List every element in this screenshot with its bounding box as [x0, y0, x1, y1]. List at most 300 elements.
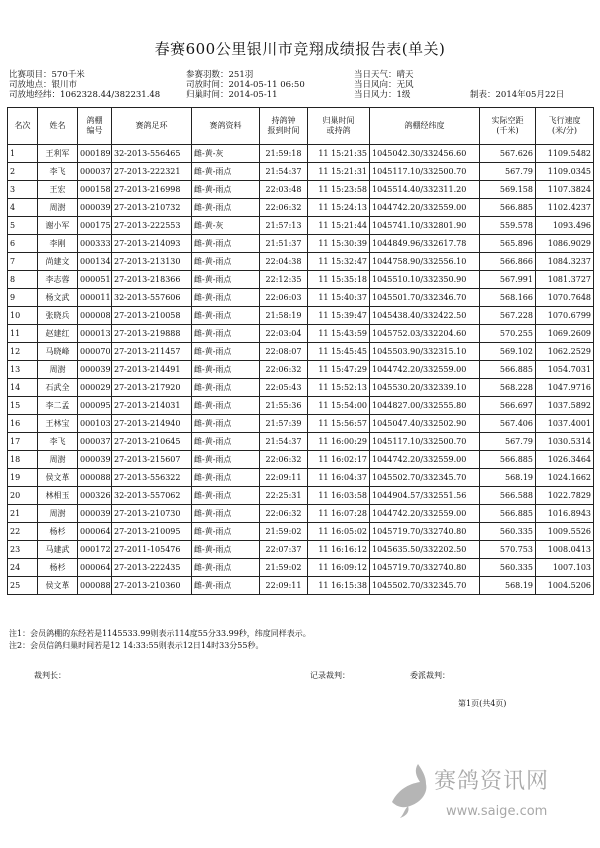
name-cell: 李飞 — [38, 433, 78, 451]
table-row — [8, 505, 594, 523]
table-row — [8, 433, 594, 451]
info-cell: 雌-黄-雨点 — [192, 559, 260, 577]
rank-cell: 17 — [8, 433, 38, 451]
distance-cell: 559.578 — [480, 217, 536, 235]
name-cell: 谢小军 — [38, 217, 78, 235]
ring-cell: 27-2013-215607 — [112, 451, 192, 469]
meta-return-time — [186, 91, 278, 100]
rank-cell: 23 — [8, 541, 38, 559]
return-time-cell: 11 15:54:00 — [308, 397, 370, 415]
clock-time-cell: 21:59:02 — [260, 523, 308, 541]
meta-made-date-label: 制表： — [470, 90, 496, 100]
info-cell: 雌-黄-雨点 — [192, 361, 260, 379]
distance-cell: 570.255 — [480, 325, 536, 343]
loft-id-cell: 000011 — [78, 289, 112, 307]
table-row — [8, 199, 594, 217]
return-time-cell: 11 15:40:37 — [308, 289, 370, 307]
info-cell: 雌-黄-雨点 — [192, 235, 260, 253]
name-cell: 马建武 — [38, 541, 78, 559]
loft-id-cell: 000064 — [78, 559, 112, 577]
loft-id-cell: 000039 — [78, 451, 112, 469]
info-cell: 雌-黄-雨点 — [192, 451, 260, 469]
header-return-time: 归巢时间 或持鸽 — [308, 108, 370, 145]
header-clock-time: 持鸽钟 报到时间 — [260, 108, 308, 145]
speed-cell: 1086.9029 — [536, 235, 594, 253]
meta-release-coords-value: 1062328.44/382231.48 — [60, 90, 161, 100]
ring-cell: 27-2013-214491 — [112, 361, 192, 379]
distance-cell: 567.228 — [480, 307, 536, 325]
clock-time-cell: 22:06:32 — [260, 505, 308, 523]
return-time-cell: 11 15:45:45 — [308, 343, 370, 361]
loft-id-cell: 000088 — [78, 469, 112, 487]
ring-cell: 27-2013-217920 — [112, 379, 192, 397]
name-cell: 张晓兵 — [38, 307, 78, 325]
clock-time-cell: 22:09:11 — [260, 469, 308, 487]
return-time-cell: 11 16:03:58 — [308, 487, 370, 505]
info-cell: 雌-黄-灰 — [192, 217, 260, 235]
ring-cell: 27-2013-210732 — [112, 199, 192, 217]
ring-cell: 27-2013-556322 — [112, 469, 192, 487]
speed-cell: 1069.2609 — [536, 325, 594, 343]
clock-time-cell: 21:54:37 — [260, 163, 308, 181]
meta-event-label: 比赛项目： — [9, 70, 52, 80]
coords-cell: 1045530.20/332339.10 — [370, 379, 480, 397]
clock-time-cell: 22:25:31 — [260, 487, 308, 505]
clock-time-cell: 22:03:48 — [260, 181, 308, 199]
clock-time-cell: 22:06:32 — [260, 199, 308, 217]
rank-cell: 5 — [8, 217, 38, 235]
speed-cell: 1070.6799 — [536, 307, 594, 325]
clock-time-cell: 21:51:37 — [260, 235, 308, 253]
table-row — [8, 235, 594, 253]
clock-time-cell: 22:06:32 — [260, 361, 308, 379]
clock-time-cell: 22:06:03 — [260, 289, 308, 307]
pigeon-logo-icon — [386, 762, 432, 820]
results-table — [7, 107, 594, 595]
table-row — [8, 271, 594, 289]
clock-time-cell: 21:59:02 — [260, 559, 308, 577]
distance-cell: 567.991 — [480, 271, 536, 289]
rank-cell: 7 — [8, 253, 38, 271]
clock-time-cell: 21:54:37 — [260, 433, 308, 451]
name-cell: 李二孟 — [38, 397, 78, 415]
distance-cell: 566.866 — [480, 253, 536, 271]
coords-cell: 1045503.90/332315.10 — [370, 343, 480, 361]
table-row — [8, 217, 594, 235]
distance-cell: 560.335 — [480, 559, 536, 577]
speed-cell: 1047.9716 — [536, 379, 594, 397]
coords-cell: 1044827.00/332555.80 — [370, 397, 480, 415]
meta-made-date-value: 2014年05月22日 — [495, 90, 565, 100]
rank-cell: 2 — [8, 163, 38, 181]
name-cell: 周澍 — [38, 361, 78, 379]
name-cell: 王林宝 — [38, 415, 78, 433]
return-time-cell: 11 15:30:39 — [308, 235, 370, 253]
coords-cell: 1045117.10/332500.70 — [370, 433, 480, 451]
meta-release-coords — [9, 91, 160, 100]
return-time-cell: 11 15:21:35 — [308, 145, 370, 163]
rank-cell: 3 — [8, 181, 38, 199]
table-row — [8, 145, 594, 163]
meta-release-place — [9, 81, 77, 90]
speed-cell: 1107.3824 — [536, 181, 594, 199]
loft-id-cell: 000172 — [78, 541, 112, 559]
return-time-cell: 11 16:15:38 — [308, 577, 370, 595]
ring-cell: 27-2011-105476 — [112, 541, 192, 559]
coords-cell: 1044742.20/332559.00 — [370, 505, 480, 523]
header-distance: 实际空距 (千米) — [480, 108, 536, 145]
name-cell: 李刚 — [38, 235, 78, 253]
ring-cell: 27-2013-218366 — [112, 271, 192, 289]
return-time-cell: 11 16:00:29 — [308, 433, 370, 451]
name-cell: 周澍 — [38, 451, 78, 469]
rank-cell: 1 — [8, 145, 38, 163]
loft-id-cell: 000070 — [78, 343, 112, 361]
table-row — [8, 451, 594, 469]
header-ring-number: 赛鸽足环 — [112, 108, 192, 145]
name-cell: 石武全 — [38, 379, 78, 397]
coords-cell: 1044904.57/332551.56 — [370, 487, 480, 505]
return-time-cell: 11 15:23:58 — [308, 181, 370, 199]
distance-cell: 567.79 — [480, 433, 536, 451]
rank-cell: 11 — [8, 325, 38, 343]
ring-cell: 27-2013-211457 — [112, 343, 192, 361]
rank-cell: 16 — [8, 415, 38, 433]
info-cell: 雌-黄-雨点 — [192, 379, 260, 397]
meta-entries-value: 251羽 — [228, 70, 254, 80]
loft-id-cell: 000037 — [78, 163, 112, 181]
info-cell: 雌-黄-雨点 — [192, 307, 260, 325]
ring-cell: 27-2013-222321 — [112, 163, 192, 181]
return-time-cell: 11 15:24:13 — [308, 199, 370, 217]
loft-id-cell: 000039 — [78, 505, 112, 523]
name-cell: 周澍 — [38, 199, 78, 217]
info-cell: 雌-黄-雨点 — [192, 523, 260, 541]
meta-return-time-label: 归巢时间： — [186, 90, 229, 100]
loft-id-cell: 000175 — [78, 217, 112, 235]
info-cell: 雌-黄-雨点 — [192, 415, 260, 433]
coords-cell: 1044849.96/332617.78 — [370, 235, 480, 253]
meta-wind-direction-label: 当日风向： — [354, 80, 397, 90]
rank-cell: 13 — [8, 361, 38, 379]
speed-cell: 1109.0345 — [536, 163, 594, 181]
name-cell: 李飞 — [38, 163, 78, 181]
distance-cell: 568.19 — [480, 577, 536, 595]
ring-cell: 27-2013-214093 — [112, 235, 192, 253]
distance-cell: 570.753 — [480, 541, 536, 559]
loft-id-cell: 000158 — [78, 181, 112, 199]
ring-cell: 32-2013-556465 — [112, 145, 192, 163]
meta-return-time-value: 2014-05-11 — [228, 90, 278, 100]
return-time-cell: 11 16:16:12 — [308, 541, 370, 559]
return-time-cell: 11 15:52:13 — [308, 379, 370, 397]
ring-cell: 27-2013-213130 — [112, 253, 192, 271]
distance-cell: 569.102 — [480, 343, 536, 361]
clock-time-cell: 22:05:43 — [260, 379, 308, 397]
rank-cell: 12 — [8, 343, 38, 361]
name-cell: 杨杉 — [38, 523, 78, 541]
meta-release-time-label: 司放时间： — [186, 80, 229, 90]
watermark-title: 赛鸽资讯网 — [434, 769, 550, 794]
table-row — [8, 397, 594, 415]
loft-id-cell: 000013 — [78, 325, 112, 343]
meta-wind-force — [354, 91, 410, 100]
return-time-cell: 11 15:21:31 — [308, 163, 370, 181]
rank-cell: 18 — [8, 451, 38, 469]
loft-id-cell: 000333 — [78, 235, 112, 253]
meta-wind-direction-value: 无风 — [396, 80, 414, 90]
loft-id-cell: 000039 — [78, 361, 112, 379]
meta-entries-label: 参赛羽数： — [186, 70, 229, 80]
speed-cell: 1026.3464 — [536, 451, 594, 469]
header-speed: 飞行速度 (米/分) — [536, 108, 594, 145]
loft-id-cell: 000029 — [78, 379, 112, 397]
header-loft-id: 鸽棚 编号 — [78, 108, 112, 145]
name-cell: 侯文革 — [38, 577, 78, 595]
header-loft-coords: 鸽棚经纬度 — [370, 108, 480, 145]
ring-cell: 32-2013-557606 — [112, 289, 192, 307]
clock-time-cell: 21:57:13 — [260, 217, 308, 235]
ring-cell: 32-2013-557062 — [112, 487, 192, 505]
speed-cell: 1109.5482 — [536, 145, 594, 163]
info-cell: 雌-黄-雨点 — [192, 289, 260, 307]
speed-cell: 1009.5526 — [536, 523, 594, 541]
note-1: 注1：会员鸽棚的东经若是1145533.99则表示114度55分33.99秒，纬度同样表示。 — [9, 629, 311, 638]
info-cell: 雌-黄-雨点 — [192, 181, 260, 199]
clock-time-cell: 22:07:37 — [260, 541, 308, 559]
speed-cell: 1062.2529 — [536, 343, 594, 361]
meta-weather — [354, 71, 414, 80]
loft-id-cell: 000103 — [78, 415, 112, 433]
distance-cell: 569.158 — [480, 181, 536, 199]
info-cell: 雌-黄-雨点 — [192, 487, 260, 505]
distance-cell: 568.166 — [480, 289, 536, 307]
clock-time-cell: 21:57:39 — [260, 415, 308, 433]
distance-cell: 568.228 — [480, 379, 536, 397]
speed-cell: 1084.3237 — [536, 253, 594, 271]
speed-cell: 1004.5206 — [536, 577, 594, 595]
table-row — [8, 307, 594, 325]
return-time-cell: 11 15:47:29 — [308, 361, 370, 379]
speed-cell: 1024.1662 — [536, 469, 594, 487]
loft-id-cell: 000095 — [78, 397, 112, 415]
return-time-cell: 11 15:35:18 — [308, 271, 370, 289]
name-cell: 王宏 — [38, 181, 78, 199]
rank-cell: 14 — [8, 379, 38, 397]
info-cell: 雌-黄-雨点 — [192, 433, 260, 451]
name-cell: 赵建红 — [38, 325, 78, 343]
speed-cell: 1037.4001 — [536, 415, 594, 433]
distance-cell: 567.406 — [480, 415, 536, 433]
ring-cell: 27-2013-210095 — [112, 523, 192, 541]
coords-cell: 1045047.40/332502.90 — [370, 415, 480, 433]
coords-cell: 1044758.90/332556.10 — [370, 253, 480, 271]
return-time-cell: 11 16:02:17 — [308, 451, 370, 469]
distance-cell: 568.19 — [480, 469, 536, 487]
rank-cell: 24 — [8, 559, 38, 577]
loft-id-cell: 000134 — [78, 253, 112, 271]
rank-cell: 9 — [8, 289, 38, 307]
clock-time-cell: 22:09:11 — [260, 577, 308, 595]
rank-cell: 20 — [8, 487, 38, 505]
speed-cell: 1016.8943 — [536, 505, 594, 523]
return-time-cell: 11 15:32:47 — [308, 253, 370, 271]
return-time-cell: 11 16:05:02 — [308, 523, 370, 541]
table-row — [8, 559, 594, 577]
distance-cell: 566.697 — [480, 397, 536, 415]
distance-cell: 567.79 — [480, 163, 536, 181]
ring-cell: 27-2013-210645 — [112, 433, 192, 451]
signature-recorder: 记录裁判： — [310, 671, 350, 680]
loft-id-cell: 000326 — [78, 487, 112, 505]
coords-cell: 1045719.70/332740.80 — [370, 559, 480, 577]
ring-cell: 27-2013-214031 — [112, 397, 192, 415]
loft-id-cell: 000088 — [78, 577, 112, 595]
speed-cell: 1008.0413 — [536, 541, 594, 559]
meta-event — [9, 71, 85, 80]
ring-cell: 27-2013-222553 — [112, 217, 192, 235]
meta-made-date — [470, 91, 564, 100]
loft-id-cell: 000051 — [78, 271, 112, 289]
speed-cell: 1081.3727 — [536, 271, 594, 289]
coords-cell: 1045510.10/332350.90 — [370, 271, 480, 289]
clock-time-cell: 22:12:35 — [260, 271, 308, 289]
name-cell: 尚建文 — [38, 253, 78, 271]
meta-release-time — [186, 81, 305, 90]
speed-cell: 1007.103 — [536, 559, 594, 577]
distance-cell: 566.588 — [480, 487, 536, 505]
coords-cell: 1045502.70/332345.70 — [370, 469, 480, 487]
table-row — [8, 379, 594, 397]
coords-cell: 1045042.30/332456.60 — [370, 145, 480, 163]
info-cell: 雌-黄-雨点 — [192, 325, 260, 343]
return-time-cell: 11 15:39:47 — [308, 307, 370, 325]
table-row — [8, 181, 594, 199]
info-cell: 雌-黄-雨点 — [192, 271, 260, 289]
table-row — [8, 253, 594, 271]
info-cell: 雌-黄-雨点 — [192, 397, 260, 415]
watermark-url: www.saige.com — [446, 804, 548, 819]
info-cell: 雌-黄-雨点 — [192, 163, 260, 181]
rank-cell: 4 — [8, 199, 38, 217]
table-row — [8, 343, 594, 361]
header-pigeon-info: 赛鸽资料 — [192, 108, 260, 145]
clock-time-cell: 21:55:36 — [260, 397, 308, 415]
distance-cell: 567.626 — [480, 145, 536, 163]
speed-cell: 1093.496 — [536, 217, 594, 235]
name-cell: 侯文革 — [38, 469, 78, 487]
info-cell: 雌-黄-雨点 — [192, 469, 260, 487]
clock-time-cell: 22:03:04 — [260, 325, 308, 343]
meta-weather-label: 当日天气： — [354, 70, 397, 80]
loft-id-cell: 000008 — [78, 307, 112, 325]
meta-event-value: 570千米 — [51, 70, 85, 80]
table-row — [8, 523, 594, 541]
return-time-cell: 11 16:04:37 — [308, 469, 370, 487]
ring-cell: 27-2013-219888 — [112, 325, 192, 343]
rank-cell: 8 — [8, 271, 38, 289]
name-cell: 马晓峰 — [38, 343, 78, 361]
table-row — [8, 325, 594, 343]
info-cell: 雌-黄-雨点 — [192, 577, 260, 595]
meta-wind-force-label: 当日风力： — [354, 90, 397, 100]
coords-cell: 1045514.40/332311.20 — [370, 181, 480, 199]
info-cell: 雌-黄-雨点 — [192, 505, 260, 523]
coords-cell: 1045502.70/332345.70 — [370, 577, 480, 595]
table-row — [8, 361, 594, 379]
clock-time-cell: 21:58:19 — [260, 307, 308, 325]
loft-id-cell: 000189 — [78, 145, 112, 163]
coords-cell: 1044742.20/332559.00 — [370, 451, 480, 469]
coords-cell: 1045501.70/332346.70 — [370, 289, 480, 307]
info-cell: 雌-黄-雨点 — [192, 541, 260, 559]
meta-release-place-label: 司放地点： — [9, 80, 52, 90]
distance-cell: 566.885 — [480, 451, 536, 469]
ring-cell: 27-2013-210730 — [112, 505, 192, 523]
distance-cell: 566.885 — [480, 361, 536, 379]
speed-cell: 1022.7829 — [536, 487, 594, 505]
distance-cell: 565.896 — [480, 235, 536, 253]
name-cell: 杨文武 — [38, 289, 78, 307]
ring-cell: 27-2013-216998 — [112, 181, 192, 199]
rank-cell: 10 — [8, 307, 38, 325]
info-cell: 雌-黄-灰 — [192, 145, 260, 163]
coords-cell: 1045752.03/332204.60 — [370, 325, 480, 343]
table-row — [8, 487, 594, 505]
header-rank: 名次 — [8, 108, 38, 145]
clock-time-cell: 22:08:07 — [260, 343, 308, 361]
meta-release-time-value: 2014-05-11 06:50 — [228, 80, 305, 90]
table-row — [8, 415, 594, 433]
loft-id-cell: 000037 — [78, 433, 112, 451]
name-cell: 王利军 — [38, 145, 78, 163]
coords-cell: 1045741.10/332801.90 — [370, 217, 480, 235]
loft-id-cell: 000039 — [78, 199, 112, 217]
table-header-row — [8, 108, 594, 145]
info-cell: 雌-黄-雨点 — [192, 253, 260, 271]
name-cell: 周澍 — [38, 505, 78, 523]
rank-cell: 19 — [8, 469, 38, 487]
speed-cell: 1054.7031 — [536, 361, 594, 379]
ring-cell: 27-2013-210058 — [112, 307, 192, 325]
report-title: 春赛600公里银川市竞翔成绩报告表(单关) — [154, 40, 446, 58]
page-number: 第1页(共4页) — [458, 699, 507, 708]
rank-cell: 22 — [8, 523, 38, 541]
meta-entries — [186, 71, 253, 80]
ring-cell: 27-2013-222435 — [112, 559, 192, 577]
speed-cell: 1037.5892 — [536, 397, 594, 415]
ring-cell: 27-2013-210360 — [112, 577, 192, 595]
note-2: 注2：会员信鸽归巢时间若是12 14:33:55则表示12日14时33分55秒。 — [9, 641, 264, 650]
table-row — [8, 541, 594, 559]
meta-release-place-value: 银川市 — [51, 80, 78, 90]
return-time-cell: 11 16:07:28 — [308, 505, 370, 523]
name-cell: 林相玉 — [38, 487, 78, 505]
ring-cell: 27-2013-214940 — [112, 415, 192, 433]
speed-cell: 1070.7648 — [536, 289, 594, 307]
return-time-cell: 11 15:21:44 — [308, 217, 370, 235]
name-cell: 李志蓉 — [38, 271, 78, 289]
signature-delegate: 委派裁判： — [410, 671, 450, 680]
info-cell: 雌-黄-雨点 — [192, 199, 260, 217]
loft-id-cell: 000064 — [78, 523, 112, 541]
speed-cell: 1030.5314 — [536, 433, 594, 451]
watermark — [386, 762, 586, 832]
table-row — [8, 577, 594, 595]
meta-weather-value: 晴天 — [396, 70, 414, 80]
meta-wind-direction — [354, 81, 414, 90]
table-row — [8, 163, 594, 181]
